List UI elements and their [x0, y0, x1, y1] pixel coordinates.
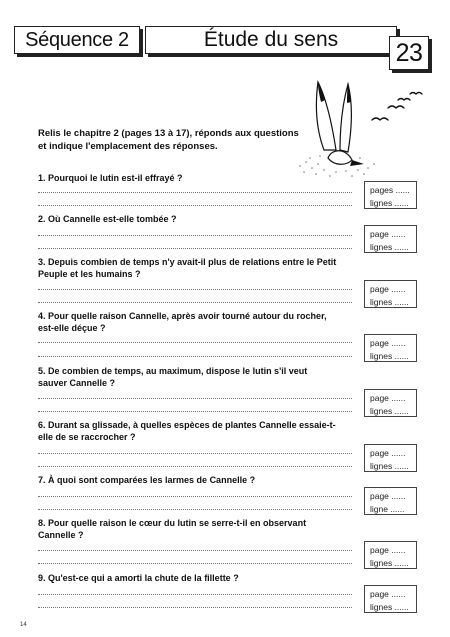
sequence-label-box — [14, 26, 140, 54]
page-ref: page ...... — [370, 589, 406, 599]
lines-ref: lignes ...... — [370, 350, 409, 361]
answer-line[interactable] — [38, 192, 352, 193]
question-5: 5. De combien de temps, au maximum, dispose le lutin s'il veut sauver Cannelle ? — [38, 366, 308, 388]
question-9: 9. Qu'est-ce qui a amorti la chute de la fillette ? — [38, 573, 239, 583]
page-ref: pages ...... — [370, 185, 410, 195]
answer-line[interactable] — [38, 594, 352, 595]
question-4: 4. Pour quelle raison Cannelle, après avoir tourné autour du rocher, est-elle déçue ? — [38, 311, 327, 333]
answer-line[interactable] — [38, 563, 352, 564]
answer-line[interactable] — [38, 496, 352, 497]
answer-location-box — [364, 541, 417, 569]
page-ref: page ...... — [370, 448, 406, 458]
answer-location-box — [364, 181, 417, 209]
answer-location-box — [364, 487, 417, 515]
page-ref: page ...... — [370, 491, 406, 501]
lines-ref: lignes ...... — [370, 460, 409, 471]
question-1: 1. Pourquoi le lutin est-il effrayé ? — [38, 173, 183, 183]
page-title: Étude du sens — [203, 28, 339, 51]
diving-bird-illustration — [290, 78, 430, 183]
answer-location-box — [364, 334, 417, 362]
page-ref: page ...... — [370, 545, 406, 555]
page-ref: page ...... — [370, 284, 406, 294]
answer-line[interactable] — [38, 356, 352, 357]
lines-ref: lignes ...... — [370, 296, 409, 307]
page-title-box — [145, 26, 397, 54]
instructions: Relis le chapitre 2 (pages 13 à 17), réponds aux questions et indique l'emplacement des réponses. — [38, 128, 299, 152]
question-8: 8. Pour quelle raison le cœur du lutin se serre-t-il en observant Cannelle ? — [38, 518, 307, 540]
page-ref: page ...... — [370, 393, 406, 403]
page-ref: page ...... — [370, 229, 406, 239]
answer-line[interactable] — [38, 248, 352, 249]
answer-line[interactable] — [38, 289, 352, 290]
footer-page-number: 14 — [20, 622, 27, 628]
lines-ref: lignes ...... — [370, 197, 409, 208]
page-number-badge — [389, 36, 429, 70]
lines-ref: lignes ...... — [370, 405, 409, 416]
sequence-label: Séquence 2 — [25, 28, 129, 51]
answer-line[interactable] — [38, 398, 352, 399]
answer-line[interactable] — [38, 302, 352, 303]
page-ref: page ...... — [370, 338, 406, 348]
answer-line[interactable] — [38, 342, 352, 343]
page-number-badge-label: 23 — [395, 38, 423, 67]
answer-line[interactable] — [38, 453, 352, 454]
question-3: 3. Depuis combien de temps n'y avait-il plus de relations entre le Petit Peuple et les humains ? — [38, 257, 337, 279]
lines-ref: lignes ...... — [370, 241, 409, 252]
question-7: 7. À quoi sont comparées les larmes de Cannelle ? — [38, 475, 256, 485]
answer-line[interactable] — [38, 607, 352, 608]
answer-location-box — [364, 225, 417, 253]
lines-ref: ligne ...... — [370, 503, 405, 514]
question-6: 6. Durant sa glissade, à quelles espèces de plantes Cannelle essaie-t-elle de se raccrocher ? — [38, 420, 336, 442]
answer-line[interactable] — [38, 509, 352, 510]
answer-line[interactable] — [38, 411, 352, 412]
answer-location-box — [364, 444, 417, 472]
answer-line[interactable] — [38, 205, 352, 206]
answer-location-box — [364, 280, 417, 308]
answer-location-box — [364, 585, 417, 613]
lines-ref: lignes ...... — [370, 601, 409, 612]
answer-line[interactable] — [38, 550, 352, 551]
answer-location-box — [364, 389, 417, 417]
lines-ref: lignes ...... — [370, 557, 409, 568]
answer-line[interactable] — [38, 466, 352, 467]
answer-line[interactable] — [38, 235, 352, 236]
question-2: 2. Où Cannelle est-elle tombée ? — [38, 214, 177, 224]
